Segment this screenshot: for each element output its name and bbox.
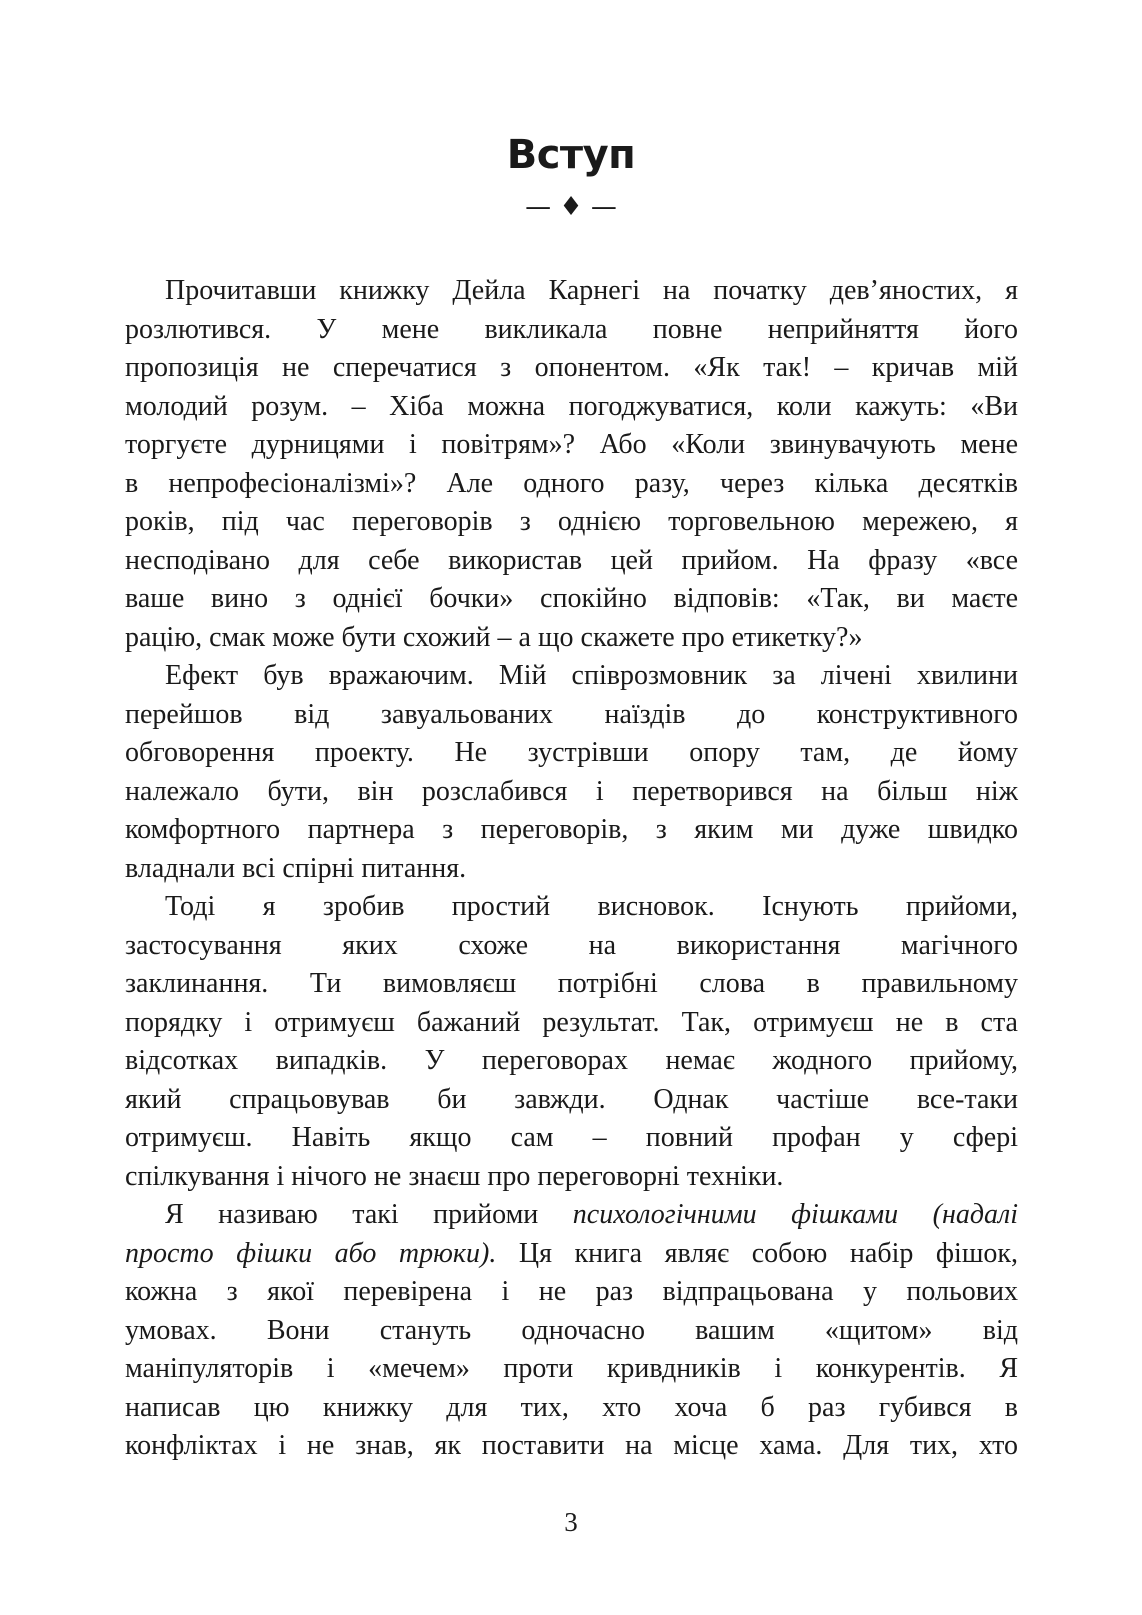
text-line: обговорення проекту. Не зустрівши опору там, де йому bbox=[125, 737, 1018, 768]
text-line: рацію, смак може бути схожий – а що скажете про етикетку?» bbox=[125, 621, 863, 653]
text-line: належало бути, він розслабився і перетворився на більш ніж bbox=[125, 775, 1018, 807]
italic-text: просто фішки або трюки). bbox=[125, 1237, 497, 1269]
text-line: конфліктах і не знав, як поставити на місце хама. Для тих, хто bbox=[125, 1430, 1018, 1461]
text-line: кожна з якої перевірена і не раз відпрацьована у польових bbox=[125, 1276, 1018, 1307]
text-line: спілкування і нічого не знаєш про переговорні техніки. bbox=[125, 1160, 784, 1192]
text-line: застосування яких схоже на використання магічного bbox=[125, 929, 1018, 961]
text-line: комфортного партнера з переговорів, з яким ми дуже швидко bbox=[125, 814, 1018, 845]
italic-text: психологічними фішками (надалі bbox=[572, 1199, 1019, 1230]
text-line: пропозиція не сперечатися з опонентом. «Як так! – кричав мій bbox=[125, 352, 1018, 383]
text-line: заклинання. Ти вимовляєш потрібні слова в правильному bbox=[125, 968, 1018, 999]
text-line: владнали всі спірні питання. bbox=[125, 852, 467, 884]
text-line: торгуєте дурницями і повітрям»? Або «Коли звинувачують мене bbox=[125, 429, 1018, 460]
text-line: відсотках випадків. У переговорах немає жодного прийому, bbox=[125, 1045, 1018, 1076]
text-line: розлютився. У мене викликала повне неприйняття його bbox=[125, 313, 1018, 345]
paragraph-2 bbox=[125, 657, 1018, 888]
text-line: отримуєш. Навіть якщо сам – повний профан у сфері bbox=[125, 1122, 1018, 1153]
paragraph-1 bbox=[125, 272, 1018, 657]
text-line bbox=[125, 1196, 1018, 1235]
text-line: Тоді я зробив простий висновок. Існують прийоми, bbox=[165, 891, 1018, 922]
paragraph-4 bbox=[125, 1196, 1018, 1466]
text-line: в непрофесіоналізмі»? Але одного разу, через кілька десятків bbox=[125, 467, 1018, 499]
plain-text: Ця книга являє собою набір фішок, bbox=[496, 1237, 1018, 1269]
text-line: молодий розум. – Хіба можна погоджуватися, коли кажуть: «Ви bbox=[125, 390, 1018, 422]
text-line bbox=[125, 1235, 1018, 1274]
chapter-title: Вступ bbox=[506, 132, 636, 178]
text-line: написав цю книжку для тих, хто хоча б раз губився в bbox=[125, 1391, 1018, 1423]
page-number: 3 bbox=[564, 1507, 578, 1537]
text-line: порядку і отримуєш бажаний результат. Так, отримуєш не в ста bbox=[125, 1006, 1018, 1038]
text-line: маніпуляторів і «мечем» проти кривдників і конкурентів. Я bbox=[125, 1353, 1018, 1384]
text-line: перейшов від завуальованих наїздів до конструктивного bbox=[125, 698, 1018, 730]
text-line: років, під час переговорів з однією торговельною мережею, я bbox=[125, 506, 1018, 537]
text-line: умовах. Вони стануть одночасно вашим «щитом» від bbox=[125, 1314, 1018, 1346]
text-line: який спрацьовував би завжди. Однак частіше все-таки bbox=[125, 1083, 1018, 1115]
text-line: Прочитавши книжку Дейла Карнегі на початку дев’яностих, я bbox=[165, 275, 1018, 306]
text-line: Ефект був вражаючим. Мій співрозмовник за лічені хвилини bbox=[165, 660, 1018, 691]
paragraph-3 bbox=[125, 888, 1018, 1196]
body-text bbox=[125, 272, 1018, 1466]
plain-text: Я називаю такі прийоми bbox=[165, 1199, 573, 1230]
title-ornament: — ♦ — bbox=[525, 192, 617, 222]
text-line: несподівано для себе використав цей прийом. На фразу «все bbox=[125, 544, 1018, 576]
text-line: ваше вино з однієї бочки» спокійно відповів: «Так, ви маєте bbox=[125, 583, 1018, 614]
